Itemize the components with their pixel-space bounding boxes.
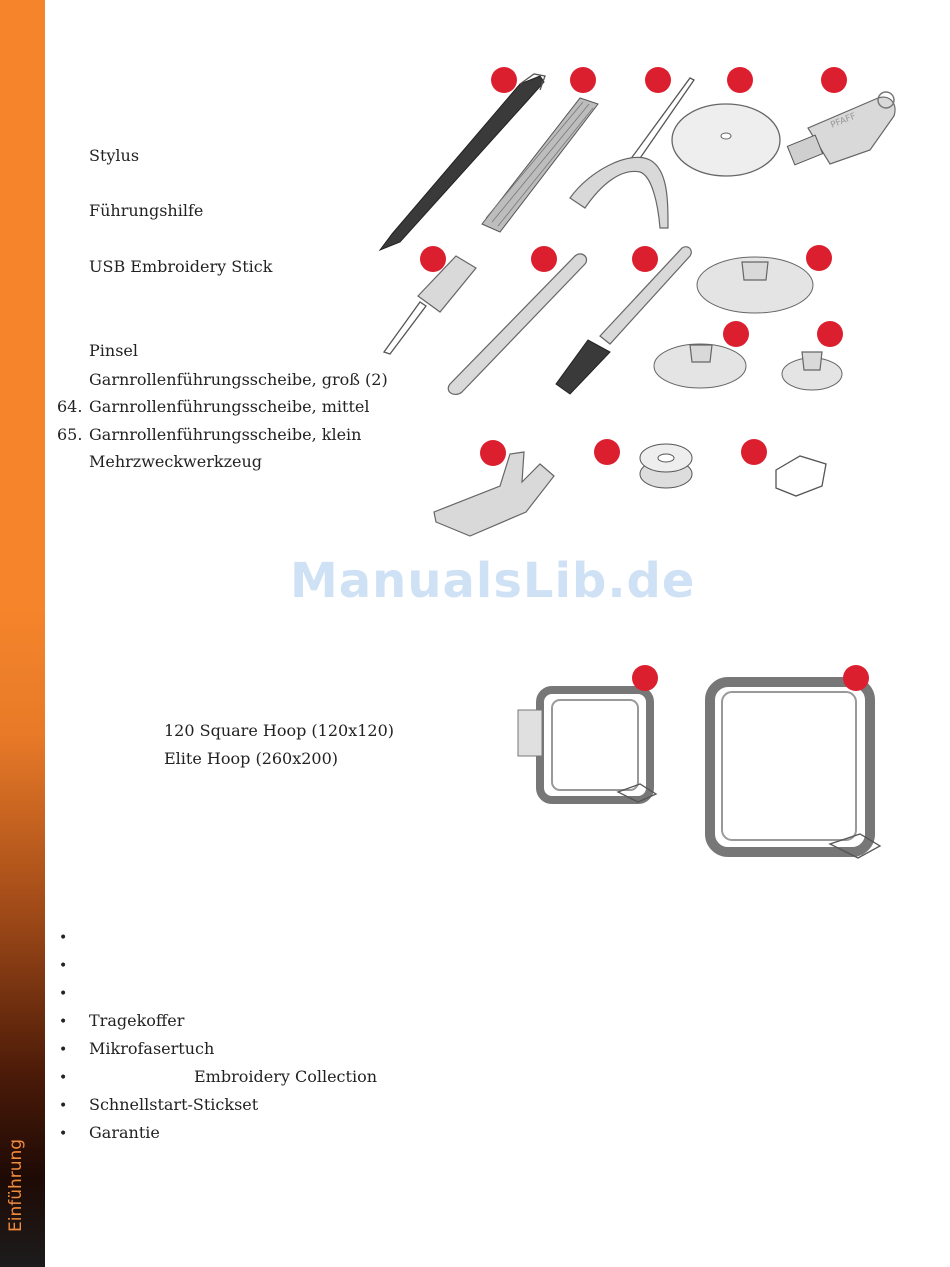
list-item: Mehrzweckwerkzeug bbox=[89, 452, 263, 471]
list-item: Garnrollenführungsscheibe, mittel bbox=[89, 397, 370, 416]
hoop-elite-illustration bbox=[710, 682, 880, 858]
list-item: Schnellstart-Stickset bbox=[89, 1095, 259, 1114]
item-marker bbox=[645, 67, 671, 93]
list-item: 120 Square Hoop (120x120) bbox=[164, 721, 395, 740]
item-marker bbox=[491, 67, 517, 93]
list-item: Führungshilfe bbox=[89, 201, 204, 220]
bullet-marker: • bbox=[59, 958, 68, 974]
list-item: Elite Hoop (260x200) bbox=[164, 749, 339, 768]
item-marker bbox=[806, 245, 832, 271]
bullet-marker: • bbox=[59, 1126, 68, 1142]
list-item: Embroidery Collection bbox=[194, 1067, 377, 1086]
item-marker bbox=[727, 67, 753, 93]
bullet-marker: • bbox=[59, 986, 68, 1002]
usb-brand-mark: PFAFF bbox=[829, 111, 858, 131]
item-marker bbox=[570, 67, 596, 93]
list-item: Tragekoffer bbox=[89, 1011, 185, 1030]
item-marker bbox=[741, 439, 767, 465]
item-marker bbox=[632, 665, 658, 691]
spool-cap-small-illustration bbox=[782, 352, 842, 390]
item-marker bbox=[594, 439, 620, 465]
item-marker bbox=[843, 665, 869, 691]
item-marker bbox=[531, 246, 557, 272]
spool-cap-large-illustration bbox=[697, 257, 813, 313]
item-marker bbox=[821, 67, 847, 93]
bullet-marker: • bbox=[59, 1014, 68, 1030]
list-item: Garnrollenführungsscheibe, klein bbox=[89, 425, 362, 444]
bullet-marker: • bbox=[59, 930, 68, 946]
item-number: 65. bbox=[57, 425, 83, 444]
bobbin-illustration bbox=[640, 444, 692, 488]
bullet-marker: • bbox=[59, 1070, 68, 1086]
watermark: ManualsLib.de bbox=[290, 553, 696, 609]
item-marker bbox=[480, 440, 506, 466]
item-marker bbox=[817, 321, 843, 347]
list-item: USB Embroidery Stick bbox=[89, 257, 273, 276]
hoop-120-square-illustration bbox=[518, 690, 656, 802]
list-item: Mikrofasertuch bbox=[89, 1039, 215, 1058]
item-marker bbox=[420, 246, 446, 272]
usb-stick-illustration bbox=[787, 92, 895, 165]
hoop-clip-illustration bbox=[776, 456, 826, 496]
item-number: 64. bbox=[57, 397, 83, 416]
list-item: Garantie bbox=[89, 1123, 160, 1142]
section-label: Einführung bbox=[6, 1138, 26, 1232]
stylus-illustration bbox=[380, 74, 545, 250]
spool-cap-medium-illustration bbox=[654, 344, 746, 388]
item-marker bbox=[723, 321, 749, 347]
disc-large-illustration bbox=[672, 104, 780, 176]
item-marker bbox=[632, 246, 658, 272]
list-item: Garnrollenführungsscheibe, groß (2) bbox=[89, 370, 388, 389]
bullet-marker: • bbox=[59, 1098, 68, 1114]
list-item: Stylus bbox=[89, 146, 140, 165]
bullet-marker: • bbox=[59, 1042, 68, 1058]
list-item: Pinsel bbox=[89, 341, 138, 360]
